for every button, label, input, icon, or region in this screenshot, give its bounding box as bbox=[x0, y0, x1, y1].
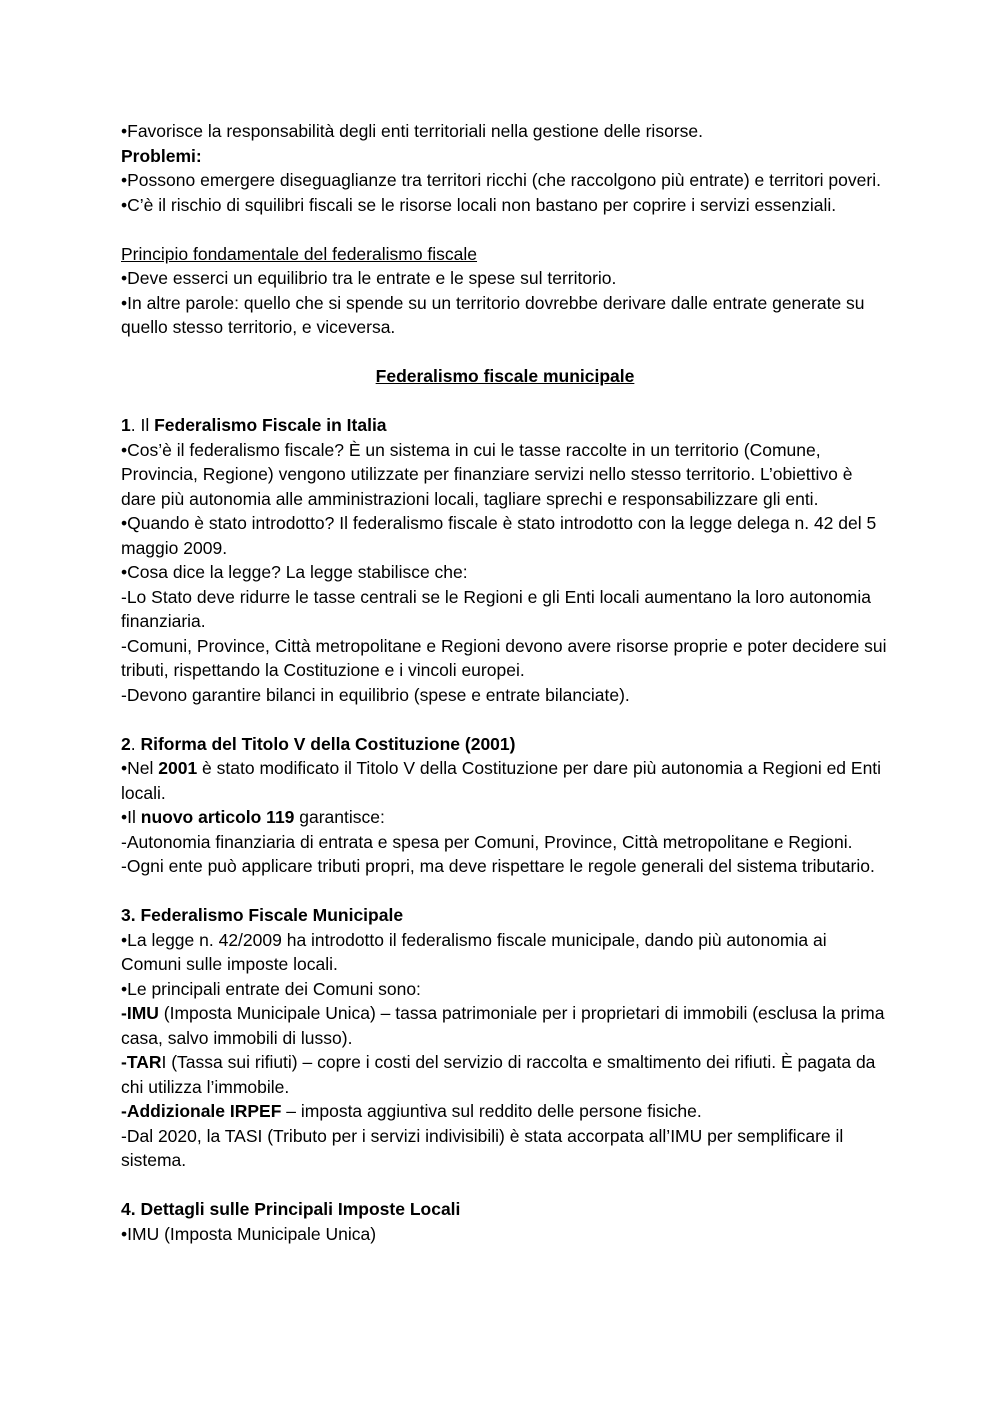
irpef-label: -Addizionale IRPEF bbox=[121, 1101, 282, 1121]
section-2-title: Riforma del Titolo V della Costituzione (2001) bbox=[140, 733, 516, 754]
section-3-paragraph-1: •La legge n. 42/2009 ha introdotto il federalismo fiscale municipale, dando più autonomia ai Comuni sulle imposte locali. bbox=[121, 929, 827, 974]
section-1-paragraph-2: •Quando è stato introdotto? Il federalismo fiscale è stato introdotto con la legge delega n. 42 del 5 maggio 2009. bbox=[121, 513, 877, 558]
section-3-tari bbox=[121, 1050, 889, 1099]
principio-heading: Principio fondamentale del federalismo fiscale bbox=[121, 243, 478, 264]
section-3-heading: 3. Federalismo Fiscale Municipale bbox=[121, 905, 404, 925]
problema-bullet-2: •C’è il rischio di squilibri fiscali se le risorse locali non bastano per coprire i servizi essenziali. bbox=[121, 194, 837, 215]
section-2-paragraph-2 bbox=[121, 805, 889, 830]
imu-label: -IMU bbox=[121, 1003, 159, 1023]
section-2-p2-article: nuovo articolo 119 bbox=[140, 807, 295, 827]
section-3-tasi: -Dal 2020, la TASI (Tributo per i servizi indivisibili) è stata accorpata all’IMU per semplificare il sistema. bbox=[121, 1125, 844, 1170]
section-1-number: 1 bbox=[121, 415, 131, 435]
section-3-irpef bbox=[121, 1099, 889, 1124]
section-2-paragraph-3: -Autonomia finanziaria di entrata e spesa per Comuni, Province, Città metropolitane e Regioni. bbox=[121, 831, 853, 852]
problema-bullet-1: •Possono emergere diseguaglianze tra territori ricchi (che raccolgono più entrate) e territori poveri. bbox=[121, 170, 881, 190]
document-page bbox=[121, 119, 889, 1246]
section-4-paragraph-1: •IMU (Imposta Municipale Unica) bbox=[121, 1223, 377, 1244]
principio-bullet-2: •In altre parole: quello che si spende su un territorio dovrebbe derivare dalle entrate generate su quello stesso territorio, e viceversa. bbox=[121, 292, 865, 337]
section-1-paragraph-5: -Comuni, Province, Città metropolitane e Regioni devono avere risorse proprie e poter decidere sui tributi, rispettando la Costituzione e i vincoli europei. bbox=[121, 635, 887, 680]
section-2-paragraph-1 bbox=[121, 756, 889, 805]
irpef-description: – imposta aggiuntiva sul reddito delle persone fisiche. bbox=[281, 1101, 702, 1121]
section-2-paragraph-4: -Ogni ente può applicare tributi propri, ma deve rispettare le regole generali del sistema tributario. bbox=[121, 856, 875, 876]
section-2-p1-prefix: •Nel bbox=[121, 758, 159, 778]
section-4-heading: 4. Dettagli sulle Principali Imposte Locali bbox=[121, 1199, 461, 1219]
page-title: Federalismo fiscale municipale bbox=[375, 366, 635, 386]
section-2-p2-prefix: •Il bbox=[121, 807, 141, 827]
section-2-heading bbox=[121, 732, 889, 757]
section-3-paragraph-2: •Le principali entrate dei Comuni sono: bbox=[121, 978, 421, 999]
section-2-p1-rest: è stato modificato il Titolo V della Costituzione per dare più autonomia a Regioni ed Enti locali. bbox=[121, 758, 882, 803]
section-2-p1-year: 2001 bbox=[158, 758, 198, 778]
section-3-imu bbox=[121, 1001, 889, 1050]
tari-description: I (Tassa sui rifiuti) – copre i costi del servizio di raccolta e smaltimento dei rifiuti. È pagata da chi utilizza l’immobile. bbox=[121, 1052, 876, 1097]
favorisce-bullet: •Favorisce la responsabilità degli enti territoriali nella gestione delle risorse. bbox=[121, 121, 703, 141]
principio-bullet-1: •Deve esserci un equilibrio tra le entrate e le spese sul territorio. bbox=[121, 268, 617, 288]
section-1-heading bbox=[121, 413, 889, 438]
section-1-paragraph-1: •Cos’è il federalismo fiscale? È un sistema in cui le tasse raccolte in un territorio (Comune, Provincia, Regione) vengono utilizzate per finanziare servizi nello stesso territorio. L’obiettivo è dare più autonomia alle amministrazioni locali, tagliare sprechi e responsabilizzare gli enti. bbox=[121, 439, 853, 509]
section-1-paragraph-3: •Cosa dice la legge? La legge stabilisce che: bbox=[121, 562, 468, 582]
section-1-paragraph-4: -Lo Stato deve ridurre le tasse centrali se le Regioni e gli Enti locali aumentano la loro autonomia finanziaria. bbox=[121, 586, 872, 631]
section-2-separator: . bbox=[130, 733, 141, 754]
section-1-paragraph-6: -Devono garantire bilanci in equilibrio (spese e entrate bilanciate). bbox=[121, 684, 630, 705]
imu-description: (Imposta Municipale Unica) – tassa patrimoniale per i proprietari di immobili (esclusa la prima casa, salvo immobili di lusso). bbox=[121, 1003, 885, 1048]
section-1-prefix: . Il bbox=[130, 415, 155, 435]
section-2-p2-rest: garantisce: bbox=[294, 807, 385, 827]
section-1-title: Federalismo Fiscale in Italia bbox=[154, 415, 387, 435]
problemi-label: Problemi: bbox=[121, 145, 202, 166]
tari-label: -TAR bbox=[121, 1052, 162, 1072]
section-2-number: 2 bbox=[121, 733, 131, 754]
